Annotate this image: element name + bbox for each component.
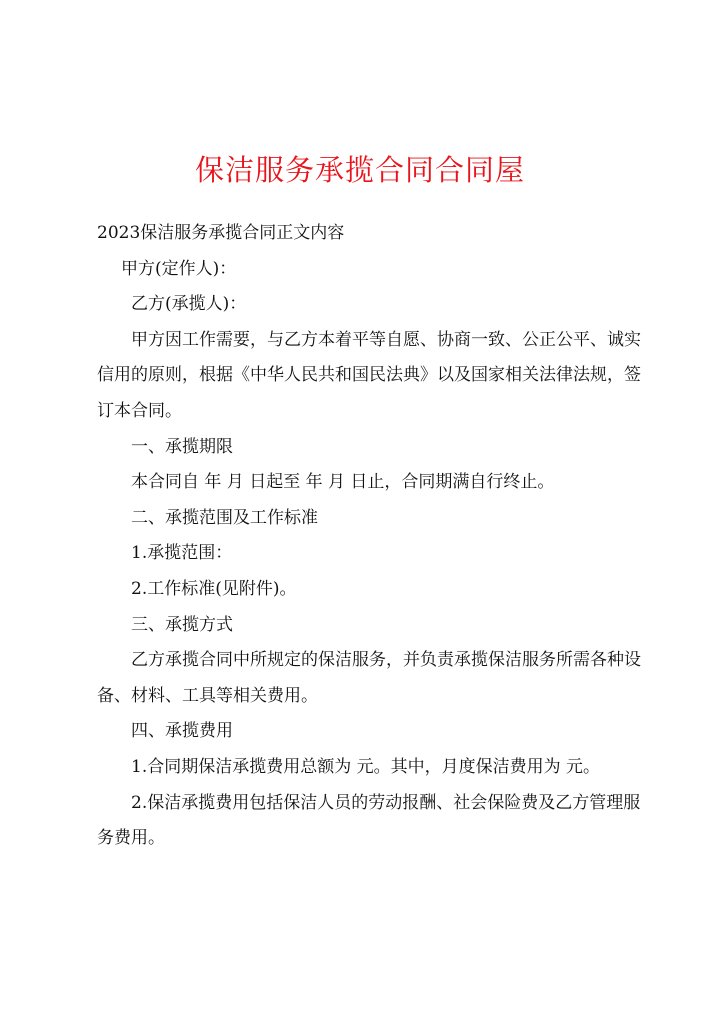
document-body — [97, 216, 657, 857]
method-paragraph: 乙方承揽合同中所规定的保洁服务，并负责承揽保洁服务所需各种设备、材料、工具等相关费用。 — [97, 650, 641, 706]
section-heading-scope: 二、承揽范围及工作标准 — [131, 507, 318, 528]
party-a-line: 甲方(定作人)： — [121, 258, 237, 279]
preamble-paragraph: 甲方因工作需要，与乙方本着平等自愿、协商一致、公正公平、诚实信用的原则，根据《中华人民共和国民法典》以及国家相关法律法规，签订本合同。 — [97, 329, 641, 421]
scope-item: 1.承揽范围： — [131, 543, 233, 564]
standard-item: 2.工作标准(见附件)。 — [131, 578, 297, 599]
document-title: 保洁服务承揽合同合同屋 — [194, 153, 525, 187]
party-b-line: 乙方(承揽人)： — [131, 294, 247, 315]
fee-item-2: 2.保洁承揽费用包括保洁人员的劳动报酬、社会保险费及乙方管理服务费用。 — [97, 792, 641, 849]
fee-item-1: 1.合同期保洁承揽费用总额为 元。其中，月度保洁费用为 元。 — [131, 756, 601, 777]
section-heading-fee: 四、承揽费用 — [131, 721, 233, 742]
section-heading-method: 三、承揽方式 — [131, 614, 233, 635]
section-heading-term: 一、承揽期限 — [131, 436, 233, 457]
subtitle-line: 2023保洁服务承揽合同正文内容 — [97, 223, 345, 243]
term-paragraph: 本合同自 年 月 日起至 年 月 日止，合同期满自行终止。 — [131, 472, 555, 493]
